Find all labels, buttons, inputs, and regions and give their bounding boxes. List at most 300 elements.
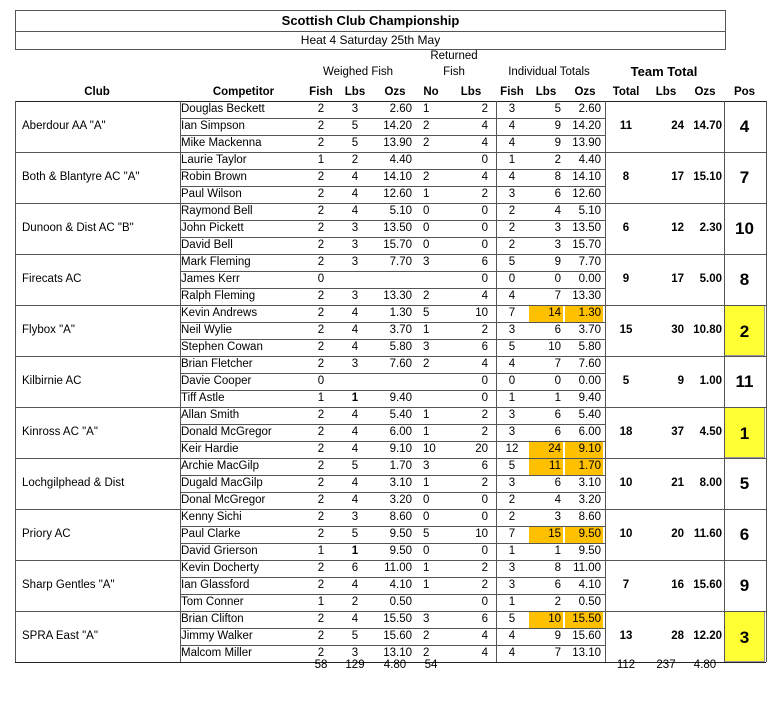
cell-ifish: 12	[505, 443, 519, 455]
cell-fish: 2	[317, 477, 325, 489]
cell-ozs: 5.80	[389, 341, 412, 353]
total-team-ozs: 4.80	[693, 659, 717, 671]
row-divider	[180, 237, 606, 238]
cell-name: Brian Clifton	[181, 613, 244, 625]
team-total: 5	[622, 375, 630, 387]
cell-ozs: 14.10	[383, 171, 412, 183]
cell-no: 2	[423, 137, 430, 149]
cell-fish: 2	[317, 647, 325, 659]
club-name: Flybox "A"	[22, 324, 75, 336]
cell-rlbs: 6	[481, 460, 488, 472]
cell-rlbs: 0	[481, 494, 488, 506]
team-lbs: 30	[671, 324, 684, 336]
cell-fish: 0	[317, 273, 325, 285]
cell-name: Mike Mackenna	[181, 137, 262, 149]
cell-fish: 2	[317, 171, 325, 183]
cell-no: 1	[423, 426, 430, 438]
cell-ozs: 0.50	[389, 596, 412, 608]
row-divider	[180, 339, 606, 340]
cell-rlbs: 0	[481, 205, 488, 217]
cell-no: 2	[423, 171, 430, 183]
cell-ilbs: 6	[554, 188, 561, 200]
header-weighed-fish: Weighed Fish	[322, 66, 394, 78]
cell-rlbs: 4	[481, 647, 488, 659]
cell-name: Kenny Sichi	[181, 511, 242, 523]
cell-iozs: 9.10	[565, 441, 603, 458]
team-lbs: 24	[671, 120, 684, 132]
cell-fish: 1	[317, 154, 325, 166]
cell-name: Paul Wilson	[181, 188, 242, 200]
cell-fish: 2	[317, 562, 325, 574]
row-divider	[180, 135, 606, 136]
cell-ifish: 3	[508, 579, 516, 591]
column-divider	[724, 101, 725, 662]
cell-rlbs: 4	[481, 120, 488, 132]
position-cell: 8	[739, 270, 750, 289]
cell-ozs: 1.70	[389, 460, 412, 472]
row-divider	[180, 390, 606, 391]
cell-ozs: 7.70	[389, 256, 412, 268]
cell-ilbs: 9	[554, 120, 561, 132]
cell-lbs: 1	[351, 392, 359, 404]
team-lbs: 12	[671, 222, 684, 234]
team-lbs: 20	[671, 528, 684, 540]
row-divider	[15, 611, 766, 612]
cell-iozs: 15.60	[572, 630, 601, 642]
cell-ozs: 8.60	[389, 511, 412, 523]
cell-ilbs: 9	[554, 137, 561, 149]
team-ozs: 10.80	[693, 324, 722, 336]
cell-name: Tiff Astle	[181, 392, 225, 404]
cell-ilbs: 8	[554, 562, 561, 574]
cell-ozs: 9.50	[389, 528, 412, 540]
team-lbs: 9	[677, 375, 684, 387]
cell-rlbs: 4	[481, 630, 488, 642]
cell-rlbs: 2	[481, 324, 488, 336]
cell-ifish: 2	[508, 239, 516, 251]
cell-rlbs: 2	[481, 562, 488, 574]
column-divider	[496, 101, 497, 662]
cell-fish: 2	[317, 528, 325, 540]
cell-ifish: 5	[508, 341, 516, 353]
cell-fish: 2	[317, 290, 325, 302]
col-header-team-total: Total	[612, 86, 640, 98]
total-team-lbs: 237	[656, 659, 676, 671]
cell-rlbs: 6	[481, 256, 488, 268]
cell-lbs: 3	[351, 256, 359, 268]
cell-ilbs: 6	[554, 426, 561, 438]
cell-ifish: 7	[508, 528, 516, 540]
cell-no	[417, 390, 445, 407]
cell-name: Allan Smith	[181, 409, 240, 421]
cell-fish: 2	[317, 188, 325, 200]
team-total: 9	[622, 273, 630, 285]
cell-fish: 1	[317, 545, 325, 557]
cell-fish: 0	[317, 375, 325, 387]
cell-iozs: 13.50	[572, 222, 601, 234]
cell-lbs: 3	[351, 511, 359, 523]
cell-ozs: 15.70	[383, 239, 412, 251]
cell-lbs: 4	[351, 188, 359, 200]
cell-no	[417, 271, 445, 288]
cell-lbs: 3	[351, 290, 359, 302]
cell-rlbs: 6	[481, 613, 488, 625]
cell-ifish: 5	[508, 613, 516, 625]
team-ozs: 5.00	[699, 273, 722, 285]
team-lbs: 17	[671, 171, 684, 183]
cell-iozs: 3.10	[578, 477, 601, 489]
cell-iozs: 3.70	[578, 324, 601, 336]
cell-iozs: 0.50	[578, 596, 601, 608]
cell-lbs: 4	[351, 409, 359, 421]
col-header-returned-lbs: Lbs	[460, 86, 482, 98]
cell-ilbs: 1	[554, 545, 561, 557]
cell-rlbs: 0	[481, 154, 488, 166]
cell-lbs: 4	[351, 613, 359, 625]
col-header-fish: Fish	[309, 86, 333, 98]
cell-no: 3	[423, 341, 430, 353]
cell-rlbs: 0	[481, 596, 488, 608]
row-divider	[180, 118, 606, 119]
cell-name: Ralph Fleming	[181, 290, 256, 302]
row-divider	[180, 271, 606, 272]
cell-no: 2	[423, 290, 430, 302]
row-divider	[15, 254, 766, 255]
team-lbs: 17	[671, 273, 684, 285]
cell-no: 0	[423, 494, 430, 506]
cell-lbs: 2	[351, 154, 359, 166]
cell-ifish: 4	[508, 120, 516, 132]
cell-fish: 2	[317, 239, 325, 251]
cell-iozs: 0.00	[578, 375, 601, 387]
cell-iozs: 14.10	[572, 171, 601, 183]
cell-fish: 2	[317, 409, 325, 421]
cell-ilbs: 6	[554, 477, 561, 489]
col-header-lbs: Lbs	[344, 86, 366, 98]
cell-rlbs: 0	[481, 392, 488, 404]
cell-ifish: 4	[508, 290, 516, 302]
cell-fish: 1	[317, 392, 325, 404]
cell-iozs: 1.30	[565, 305, 603, 322]
cell-name: Donald McGregor	[181, 426, 272, 438]
cell-ozs: 3.20	[389, 494, 412, 506]
club-name: Dunoon & Dist AC "B"	[22, 222, 134, 234]
row-divider	[180, 628, 606, 629]
cell-lbs: 3	[351, 239, 359, 251]
cell-ilbs: 0	[554, 273, 561, 285]
row-divider	[180, 186, 606, 187]
cell-ilbs: 9	[554, 630, 561, 642]
cell-lbs: 4	[351, 443, 359, 455]
cell-rlbs: 4	[481, 137, 488, 149]
cell-name: Raymond Bell	[181, 205, 253, 217]
cell-fish: 2	[317, 341, 325, 353]
cell-name: Malcom Miller	[181, 647, 252, 659]
cell-no	[417, 594, 445, 611]
cell-ilbs: 11	[529, 458, 563, 475]
row-divider	[180, 475, 606, 476]
row-divider	[180, 526, 606, 527]
cell-lbs: 5	[351, 460, 359, 472]
cell-ifish: 2	[508, 511, 516, 523]
cell-name: John Pickett	[181, 222, 244, 234]
cell-no: 1	[423, 477, 430, 489]
cell-fish: 2	[317, 511, 325, 523]
cell-ifish: 4	[508, 630, 516, 642]
total-ozs: 4.80	[383, 659, 407, 671]
row-divider	[180, 441, 606, 442]
col-header-ind-lbs: Lbs	[535, 86, 557, 98]
cell-no: 5	[423, 528, 430, 540]
cell-fish: 2	[317, 103, 325, 115]
cell-iozs: 7.70	[578, 256, 601, 268]
column-divider	[15, 101, 16, 662]
cell-ozs: 2.60	[389, 103, 412, 115]
cell-lbs	[338, 271, 372, 288]
row-divider	[180, 594, 606, 595]
header-returned-line1: Returned	[430, 50, 478, 62]
club-name: Aberdour AA "A"	[22, 120, 106, 132]
cell-ilbs: 4	[554, 205, 561, 217]
cell-fish: 2	[317, 137, 325, 149]
cell-name: Neil Wylie	[181, 324, 233, 336]
cell-ilbs: 7	[554, 290, 561, 302]
cell-name: Kevin Docherty	[181, 562, 259, 574]
team-ozs: 11.60	[693, 528, 722, 540]
cell-ozs: 14.20	[383, 120, 412, 132]
cell-ozs: 13.30	[383, 290, 412, 302]
cell-fish: 2	[317, 613, 325, 625]
cell-ifish: 3	[508, 562, 516, 574]
cell-iozs: 13.10	[572, 647, 601, 659]
cell-fish: 2	[317, 443, 325, 455]
cell-iozs: 5.10	[578, 205, 601, 217]
cell-lbs: 3	[351, 358, 359, 370]
cell-iozs: 2.60	[578, 103, 601, 115]
cell-ozs: 3.10	[389, 477, 412, 489]
position-cell: 11	[735, 372, 754, 391]
cell-no: 1	[423, 188, 430, 200]
cell-name: Robin Brown	[181, 171, 247, 183]
cell-ozs: 12.60	[383, 188, 412, 200]
cell-ifish: 2	[508, 205, 516, 217]
cell-ilbs: 1	[554, 392, 561, 404]
row-divider	[15, 509, 766, 510]
row-divider	[15, 407, 766, 408]
cell-ilbs: 5	[554, 103, 561, 115]
position-cell: 7	[739, 168, 750, 187]
cell-iozs: 15.70	[572, 239, 601, 251]
cell-fish: 2	[317, 324, 325, 336]
club-name: Lochgilphead & Dist	[22, 477, 125, 489]
cell-ifish: 1	[508, 392, 516, 404]
position-cell: 1	[724, 407, 765, 458]
cell-lbs: 6	[351, 562, 359, 574]
cell-rlbs: 0	[481, 239, 488, 251]
club-name: Both & Blantyre AC "A"	[22, 171, 140, 183]
cell-rlbs: 2	[481, 409, 488, 421]
row-divider	[180, 322, 606, 323]
total-lbs: 129	[345, 659, 365, 671]
cell-fish: 2	[317, 205, 325, 217]
cell-ifish: 3	[508, 426, 516, 438]
column-divider	[766, 101, 767, 662]
club-name: Firecats AC	[22, 273, 82, 285]
cell-no: 0	[423, 239, 430, 251]
cell-lbs	[338, 373, 372, 390]
cell-lbs: 2	[351, 596, 359, 608]
position-cell: 9	[739, 576, 750, 595]
cell-ozs: 15.50	[383, 613, 412, 625]
cell-ilbs: 7	[554, 647, 561, 659]
cell-fish: 2	[317, 256, 325, 268]
row-divider	[15, 560, 766, 561]
cell-ozs: 4.40	[389, 154, 412, 166]
cell-ilbs: 9	[554, 256, 561, 268]
cell-rlbs: 20	[475, 443, 488, 455]
cell-iozs: 4.40	[578, 154, 601, 166]
cell-ilbs: 6	[554, 579, 561, 591]
cell-fish: 2	[317, 579, 325, 591]
team-ozs: 15.10	[693, 171, 722, 183]
cell-no	[417, 373, 445, 390]
cell-fish: 1	[317, 596, 325, 608]
team-lbs: 37	[671, 426, 684, 438]
cell-ifish: 2	[508, 222, 516, 234]
row-divider	[180, 373, 606, 374]
cell-ilbs: 3	[554, 239, 561, 251]
cell-rlbs: 4	[481, 358, 488, 370]
team-ozs: 12.20	[693, 630, 722, 642]
cell-iozs: 1.70	[565, 458, 603, 475]
cell-ozs: 11.00	[384, 562, 412, 574]
cell-ifish: 3	[508, 409, 516, 421]
cell-lbs: 5	[351, 630, 359, 642]
cell-name: Laurie Taylor	[181, 154, 247, 166]
position-cell: 4	[739, 117, 750, 136]
cell-ozs: 5.40	[389, 409, 412, 421]
cell-fish: 2	[317, 120, 325, 132]
cell-iozs: 0.00	[578, 273, 601, 285]
cell-lbs: 4	[351, 171, 359, 183]
row-divider	[15, 356, 766, 357]
total-fish: 58	[314, 659, 328, 671]
cell-ozs: 7.60	[389, 358, 412, 370]
cell-no: 1	[423, 103, 430, 115]
cell-ilbs: 24	[529, 441, 563, 458]
cell-no: 2	[423, 358, 430, 370]
cell-rlbs: 0	[481, 545, 488, 557]
cell-ifish: 3	[508, 188, 516, 200]
cell-ozs: 9.10	[389, 443, 412, 455]
team-total: 10	[619, 477, 633, 489]
cell-ilbs: 4	[554, 494, 561, 506]
cell-name: Ian Glassford	[181, 579, 250, 591]
cell-fish: 2	[317, 494, 325, 506]
row-divider	[15, 152, 766, 153]
header-individual-totals: Individual Totals	[508, 66, 590, 78]
cell-name: Kevin Andrews	[181, 307, 258, 319]
team-total: 6	[622, 222, 630, 234]
cell-rlbs: 4	[481, 290, 488, 302]
row-divider	[15, 458, 766, 459]
cell-no: 1	[423, 409, 430, 421]
cell-ozs: 9.50	[389, 545, 412, 557]
total-returned-no: 54	[424, 659, 438, 671]
cell-fish: 2	[317, 358, 325, 370]
cell-iozs: 4.10	[578, 579, 601, 591]
cell-rlbs: 10	[475, 528, 488, 540]
row-divider	[15, 305, 766, 306]
team-total: 11	[619, 120, 633, 132]
cell-name: Tom Conner	[181, 596, 244, 608]
cell-name: David Grierson	[181, 545, 258, 557]
cell-rlbs: 2	[481, 103, 488, 115]
cell-ilbs: 15	[529, 526, 563, 543]
cell-ozs: 1.30	[389, 307, 412, 319]
col-header-ind-ozs: Ozs	[574, 86, 596, 98]
cell-iozs: 6.00	[578, 426, 601, 438]
row-divider	[180, 220, 606, 221]
cell-fish: 2	[317, 460, 325, 472]
cell-ifish: 3	[508, 477, 516, 489]
team-ozs: 8.00	[699, 477, 722, 489]
club-name: Kilbirnie AC	[22, 375, 82, 387]
cell-ilbs: 6	[554, 409, 561, 421]
cell-lbs: 1	[351, 545, 359, 557]
cell-ilbs: 3	[554, 222, 561, 234]
cell-iozs: 5.80	[578, 341, 601, 353]
cell-iozs: 3.20	[578, 494, 601, 506]
team-lbs: 28	[671, 630, 684, 642]
cell-ilbs: 10	[548, 341, 561, 353]
cell-lbs: 4	[351, 341, 359, 353]
cell-rlbs: 2	[481, 426, 488, 438]
cell-fish: 2	[317, 222, 325, 234]
cell-no: 5	[423, 307, 430, 319]
cell-ifish: 1	[508, 596, 516, 608]
col-header-team-ozs: Ozs	[694, 86, 716, 98]
team-total: 8	[622, 171, 630, 183]
cell-no: 0	[423, 545, 430, 557]
club-name: SPRA East "A"	[22, 630, 98, 642]
cell-ilbs: 3	[554, 511, 561, 523]
cell-ifish: 0	[508, 375, 516, 387]
col-header-competitor: Competitor	[212, 86, 275, 98]
cell-no: 1	[423, 324, 430, 336]
team-lbs: 21	[671, 477, 684, 489]
cell-no: 0	[423, 205, 430, 217]
cell-fish: 2	[317, 426, 325, 438]
cell-ozs: 5.10	[389, 205, 412, 217]
team-total: 7	[622, 579, 630, 591]
cell-ilbs: 6	[554, 324, 561, 336]
cell-name: Stephen Cowan	[181, 341, 263, 353]
cell-lbs: 3	[351, 103, 359, 115]
cell-ifish: 4	[508, 137, 516, 149]
team-ozs: 2.30	[699, 222, 722, 234]
header-team-total: Team Total	[630, 64, 698, 79]
cell-iozs: 9.50	[578, 545, 601, 557]
page-subtitle: Heat 4 Saturday 25th May	[15, 31, 726, 50]
cell-rlbs: 2	[481, 188, 488, 200]
cell-name: Archie MacGilp	[181, 460, 259, 472]
cell-no: 2	[423, 647, 430, 659]
club-name: Priory AC	[22, 528, 71, 540]
cell-name: Davie Cooper	[181, 375, 252, 387]
cell-iozs: 11.00	[573, 562, 601, 574]
cell-ilbs: 10	[529, 611, 563, 628]
